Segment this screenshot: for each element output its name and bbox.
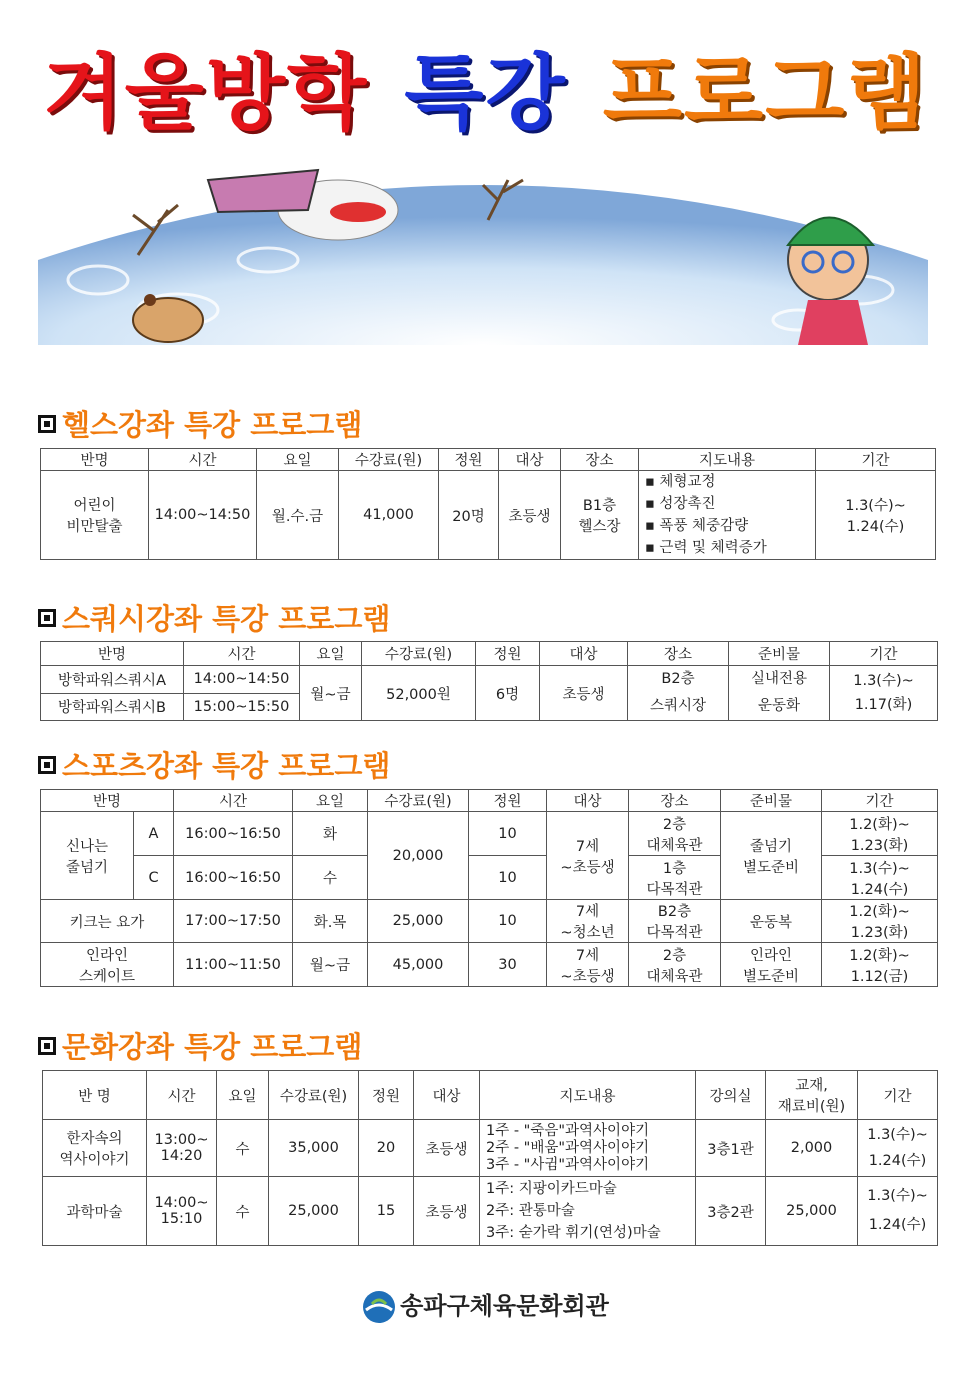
page-title [0,28,971,145]
squash-table [40,641,938,721]
sports-table [40,789,938,987]
table-row: 방학파워스쿼시A 14:00~14:50 월~금 52,000원 6명 초등생 B2층 스쿼시장 실내전용 운동화 1.3(수)~ 1.17(화) [41,666,938,694]
table-header-row: 반명 시간 요일 수강료(원) 정원 대상 장소 지도내용 기간 [41,449,936,471]
table-header-row: 반 명 시간 요일 수강료(원) 정원 대상 지도내용 강의실 교재, 재료비(원) 기간 [43,1071,938,1120]
culture-table [42,1070,938,1246]
title-part-2: 특강 [404,46,567,141]
sports-section-heading: 스포츠강좌 특강 프로그램 [38,744,390,785]
square-bullet-icon [38,609,56,627]
square-bullet-icon [38,415,56,433]
table-row: 과학마술 14:00~ 15:10 수 25,000 15 초등생 1주: 지팡이카드마술 2주: 관통마술 3주: 숟가락 휘기(연성)마술 3층2관 25,000 1.3(수)~ 1.24(수) [43,1177,938,1246]
winter-banner-illustration [38,150,928,345]
table-row: C 16:00~16:50 수 10 1층 다목적관 1.3(수)~ 1.24(수) [41,856,938,900]
health-section-heading: 헬스강좌 특강 프로그램 [38,403,362,444]
title-part-3: 프로그램 [602,46,928,141]
title-part-1: 겨울방학 [43,46,369,141]
table-row: 인라인 스케이트 11:00~11:50 월~금 45,000 30 7세 ~초등생 2층 대체육관 인라인 별도준비 1.2(화)~ 1.12(금) [41,943,938,987]
health-table [40,448,936,560]
square-bullet-icon [38,1037,56,1055]
footer-organization: 송파구체육문화회관 [0,1286,971,1324]
table-header-row: 반명 시간 요일 수강료(원) 정원 대상 장소 준비물 기간 [41,642,938,666]
table-row: 방학파워스쿼시B 15:00~15:50 [41,693,938,721]
table-row: 키크는 요가 17:00~17:50 화.목 25,000 10 7세 ~청소년 B2층 다목적관 운동복 1.2(화)~ 1.23(화) [41,900,938,943]
organization-logo-icon [362,1290,396,1324]
table-row: 어린이 비만탈출 14:00~14:50 월.수.금 41,000 20명 초등생 B1층 헬스장 ▪ 체형교정 ▪ 성장촉진 ▪ 폭풍 체중감량 ▪ 근력 및 체력증가 1.3(수)~ 1.24(수) [41,471,936,560]
square-bullet-icon [38,756,56,774]
table-row: 한자속의 역사이야기 13:00~ 14:20 수 35,000 20 초등생 1주 - "죽음"과역사이야기 2주 - "배움"과역사이야기 3주 - "사귐"과역사이야기 3층1관 2,000 1.3(수)~ 1.24(수) [43,1120,938,1177]
table-row: 신나는 줄넘기 A 16:00~16:50 화 20,000 10 7세 ~초등생 2층 대체육관 줄넘기 별도준비 1.2(화)~ 1.23(화) [41,812,938,856]
table-header-row: 반명 시간 요일 수강료(원) 정원 대상 장소 준비물 기간 [41,790,938,812]
culture-section-heading: 문화강좌 특강 프로그램 [38,1025,362,1066]
squash-section-heading: 스쿼시강좌 특강 프로그램 [38,597,390,638]
